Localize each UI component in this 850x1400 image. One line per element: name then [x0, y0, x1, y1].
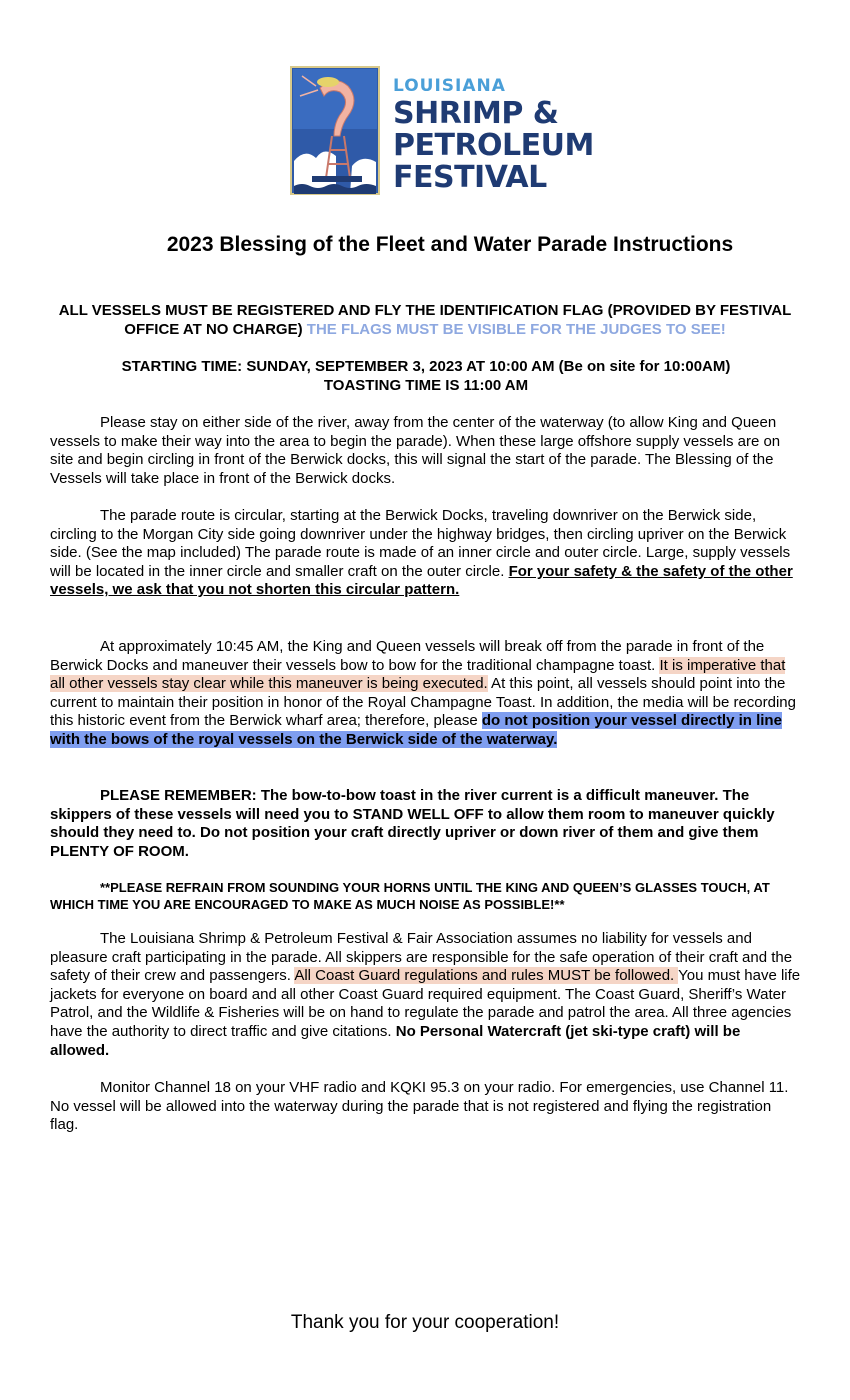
- paragraph-champagne-toast: [50, 638, 802, 750]
- logo-line-festival: FESTIVAL: [393, 160, 547, 195]
- logo-line-louisiana: LOUISIANA: [393, 76, 506, 96]
- logo-wordmark: [393, 78, 594, 193]
- parade-route-emphasis: For your safety & the safety of the other vessels, we ask that you not shorten this circular pattern.: [50, 562, 793, 599]
- liability-no-watercraft: No Personal Watercraft (jet ski-type craft) will be allowed.: [50, 1022, 741, 1059]
- liability-text-1: The Louisiana Shrimp & Petroleum Festival & Fair Association assumes no liability for vessels and pleasure craft participating in the parade. All skippers are responsible for the safe operation of their craft and the safety of their crew and passengers.: [50, 930, 793, 985]
- paragraph-horns: **PLEASE REFRAIN FROM SOUNDING YOUR HORNS UNTIL THE KING AND QUEEN’S GLASSES TOUCH, AT WHICH TIME YOU ARE ENCOURAGED TO MAKE AS MUCH NOISE AS POSSIBLE!**: [50, 880, 770, 912]
- toast-text-1: At approximately 10:45 AM, the King and Queen vessels will break off from the parade in front of the Berwick Docks and maneuver their vessels bow to bow for the traditional champagne toast.: [50, 638, 765, 674]
- parade-route-text: The parade route is circular, starting at the Berwick Docks, traveling downriver on the Berwick side, circling to the Morgan City side going downriver under the highway bridges, then circling upriver on the Berwick side. (See the map included) The parade route is made of an inner circle and outer circle. Large, supply vessels will be located in the inner circle and smaller craft on the outer circle.: [50, 507, 791, 580]
- paragraph-river-sides: Please stay on either side of the river, away from the center of the waterway (to allow King and Queen vessels to make their way into the area to begin the parade). When these large offshore supply vessels are on site and begin circling in front of the Berwick docks, this will signal the start of the parade. The Blessing of the Vessels will take place in front of the Berwick docks.: [50, 414, 781, 487]
- registration-notice: [55, 302, 795, 339]
- thank-you-line: Thank you for your cooperation!: [290, 1312, 560, 1333]
- toasting-time-line: TOASTING TIME IS 11:00 AM: [323, 376, 529, 394]
- shrimp-rig-emblem-icon: [290, 66, 380, 195]
- paragraph-parade-route: [50, 507, 802, 600]
- liability-text-2: You must have life jackets for everyone on board and all other Coast Guard required equipment. The Coast Guard, Sheriff’s Water Patrol, and the Wildlife & Fisheries will be on hand to regulate the parade and patrol the area. All three agencies have the authority to direct traffic and give citations.: [50, 967, 801, 1040]
- paragraph-monitor-channel: Monitor Channel 18 on your VHF radio and KQKI 95.3 on your radio. For emergencies, use Channel 11. No vessel will be allowed into the waterway during the parade that is not registered and flying the registration flag.: [50, 1079, 789, 1134]
- paragraph-please-remember: PLEASE REMEMBER: The bow-to-bow toast in the river current is a difficult maneuver. The skippers of these vessels will need you to STAND WELL OFF to allow them room to maneuver quickly should they need to. Do not position your craft directly upriver or down river of them and give them PLENTY OF ROOM.: [50, 787, 775, 860]
- logo-line-shrimp: SHRIMP &: [393, 96, 559, 131]
- toast-highlight-position: do not position your vessel directly in line with the bows of the royal vessels on the Berwick side of the waterway.: [50, 712, 782, 748]
- toast-highlight-stay-clear: It is imperative that all other vessels stay clear while this maneuver is being executed.: [50, 656, 786, 693]
- registration-main-text: ALL VESSELS MUST BE REGISTERED AND FLY THE IDENTIFICATION FLAG (PROVIDED BY FESTIVAL OFFICE AT NO CHARGE): [58, 302, 792, 338]
- page-title: 2023 Blessing of the Fleet and Water Parade Instructions: [166, 233, 734, 256]
- festival-logo: [290, 66, 610, 196]
- starting-time-block: [50, 358, 802, 395]
- flags-visible-text: THE FLAGS MUST BE VISIBLE FOR THE JUDGES TO SEE!: [306, 320, 726, 338]
- logo-line-petroleum: PETROLEUM: [393, 128, 594, 163]
- liability-highlight-coast-guard: All Coast Guard regulations and rules MUST be followed.: [294, 967, 679, 985]
- paragraph-liability: [50, 930, 802, 1060]
- starting-time-line: STARTING TIME: SUNDAY, SEPTEMBER 3, 2023 AT 10:00 AM (Be on site for 10:00AM): [121, 358, 731, 375]
- toast-text-2: At this point, all vessels should point into the current to maintain their position in honor of the Royal Champagne Toast. In addition, the media will be recording this historic event from the Berwick wharf area; therefore, please: [50, 675, 796, 730]
